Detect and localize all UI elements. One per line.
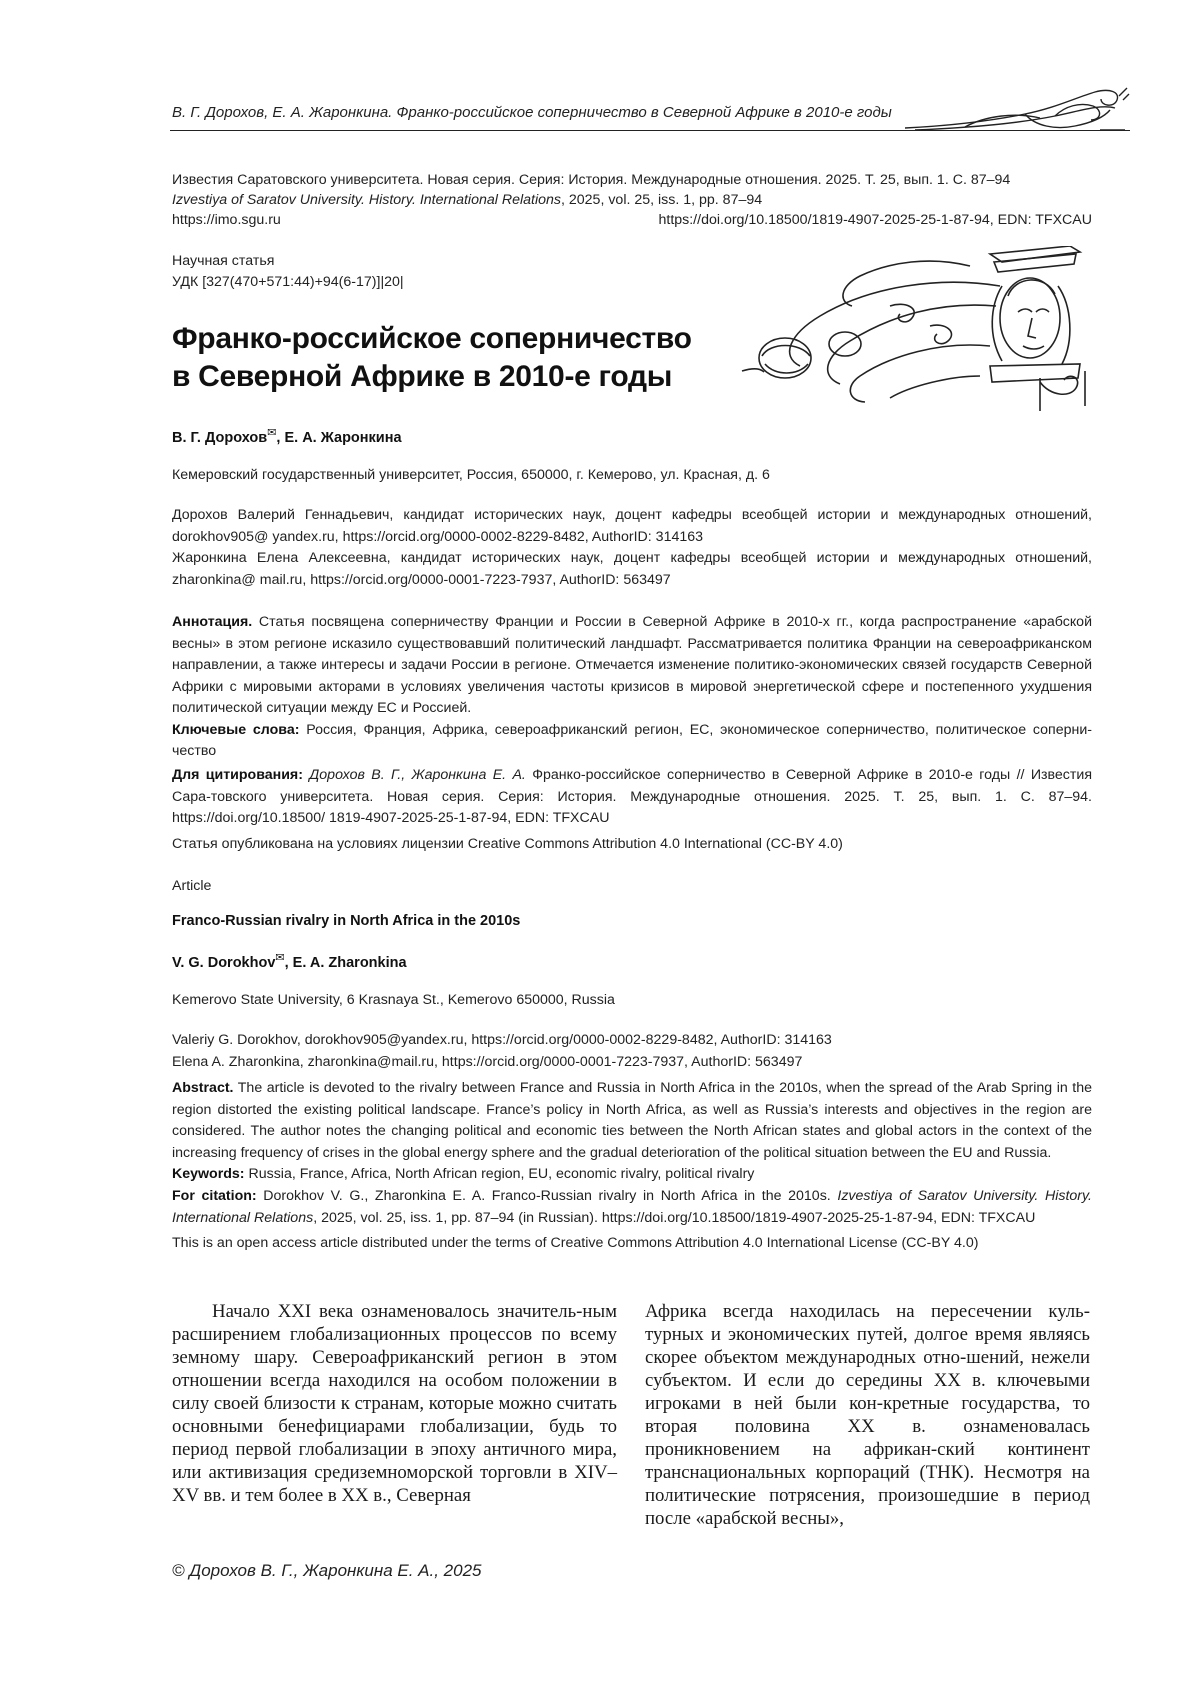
citation-en [172, 1186, 1092, 1229]
affiliation-en: Kemerovo State University, 6 Krasnaya St., Kemerovo 650000, Russia [172, 992, 615, 1008]
citation-en-journal: Izvestiya of Saratov University. History. International Relations [172, 1188, 1092, 1226]
body-column-right [645, 1300, 1090, 1530]
affiliation-ru: Кемеровский государственный университет, Россия, 650000, г. Кемерово, ул. Красная, д. 6 [172, 467, 770, 483]
body-paragraph-right: Африка всегда находилась на пересечении куль-турных и экономических путей, долгое время являясь скорее объектом международных отно-шений, нежели субъектом. И если до середины XX в. ключевыми игроками в ней были кон-кретные государства, то вторая половина XX в. ознаменовалась проникновением на африкан-ский континент транснациональных корпораций (ТНК). Несмотря на политические потрясения, произошедшие в период после «арабской весны», [645, 1301, 1090, 1529]
author-ru-2: , Е. А. Жаронкина [276, 429, 402, 446]
correspondence-icon: ✉ [267, 427, 277, 439]
body-column-left [172, 1300, 617, 1507]
author-info-en-2: Elena A. Zharonkina, zharonkina@mail.ru, https://orcid.org/0000-0001-7223-7937, AuthorID: 563497 [172, 1053, 803, 1070]
keywords-en-text: Russia, France, Africa, North African region, EU, economic rivalry, political rivalry [244, 1166, 755, 1182]
author-info-en-1: Valeriy G. Dorokhov, dorokhov905@yandex.ru, https://orcid.org/0000-0002-8229-8482, AuthorID: 314163 [172, 1032, 832, 1048]
citation-en-label: For citation: [172, 1188, 257, 1204]
authors-en [172, 951, 407, 971]
journal-issue-en: , 2025, vol. 25, iss. 1, pp. 87–94 [561, 192, 763, 208]
license-ru: Статья опубликована на условиях лицензии Creative Commons Attribution 4.0 International (CC-BY 4.0) [172, 836, 843, 852]
citation-en-rest: , 2025, vol. 25, iss. 1, pp. 87–94 (in Russian). https://doi.org/10.18500/1819-4907-2025-25-1-87-94, EDN: TFXCAU [313, 1209, 1036, 1226]
authors-ru [172, 426, 402, 446]
abstract-text: The article is devoted to the rivalry between France and Russia in North Africa in the 2010s, when the spread of the Arab Spring in the region distorted the existing political landscape. France’s policy in North Africa, as well as Russia’s interests and objectives in the region are considered. The author notes the changing political and economic ties between the North African states and global actors in the context of the increasing frequency of crises in the global energy sphere and the gradual deterioration of the political situation between the EU and Russia. [172, 1080, 1092, 1161]
keywords-ru-text: Россия, Франция, Африка, североафриканский регион, ЕС, экономическое соперничество, политическое соперни-чество [172, 721, 1092, 759]
abstract-en [172, 1078, 1092, 1186]
doi-link[interactable]: https://doi.org/10.18500/1819-4907-2025-25-1-87-94, EDN: TFXCAU [658, 212, 1092, 228]
running-header: В. Г. Дорохов, Е. А. Жаронкина. Франко-российское соперничество в Северной Африке в 2010-е годы [172, 104, 892, 121]
author-info-ru-1: Дорохов Валерий Геннадьевич, кандидат исторических наук, доцент кафедры всеобщей истории и международных отношений, dorokhov905@ yandex.ru, https://orcid.org/0000-0002-8229-8482, AuthorID: 314163 [172, 507, 1092, 545]
author-ru-1: В. Г. Дорохов [172, 429, 268, 446]
annotation-text: Статья посвящена соперничеству Франции и России в Северной Африке в 2010-х гг., когда распространение «арабской весны» в этом регионе исказило существовавший политический ландшафт. Рассматривается политика Франции на североафриканском направлении, а также интересы и задачи России в регионе. Отмечается изменение политико-экономических связей государств Северной Африки с мировыми акторами в условиях увеличения частоты кризисов в мировой энергетической сфере и постепенного ухудшения политической ситуации между ЕС и Россией. [172, 614, 1092, 716]
citation-ru-text: Франко-российское соперничество в Северной Африке в 2010-е годы // Известия Сара-товского университета. Новая серия. Серия: История. Международные отношения. 2025. Т. 25, вып. 1. С. 87–94. https://doi.org/10.18500/ 1819-4907-2025-25-1-87-94, EDN: TFXCAU [172, 767, 1092, 826]
article-type-en: Article [172, 878, 212, 894]
udk: УДК [327(470+571:44)+94(6-17)]|20| [172, 274, 404, 290]
author-info-ru [172, 505, 1092, 591]
journal-meta [172, 170, 1092, 230]
citation-en-authors: Dorokhov V. G., Zharonkina E. A. Franco-Russian rivalry in North Africa in the 2010s. [256, 1188, 838, 1204]
license-en: This is an open access article distributed under the terms of Creative Commons Attribution 4.0 International License (CC-BY 4.0) [172, 1235, 979, 1251]
title-line-2: в Северной Африке в 2010-е годы [172, 360, 673, 393]
author-en-1: V. G. Dorokhov [172, 954, 276, 971]
title-en: Franco-Russian rivalry in North Africa in the 2010s [172, 913, 521, 929]
citation-ru-label: Для цитирования: [172, 767, 303, 783]
journal-name-en: Izvestiya of Saratov University. History. International Relations [172, 192, 561, 208]
caryatid-illustration [740, 246, 1090, 416]
citation-ru [172, 765, 1092, 830]
abstract-label: Abstract. [172, 1080, 234, 1096]
citation-ru-authors: Дорохов В. Г., Жаронкина Е. А. [302, 767, 526, 783]
header-ornament-icon [905, 86, 1130, 136]
author-info-ru-2: Жаронкина Елена Алексеевна, кандидат исторических наук, доцент кафедры всеобщей истории и международных отношений, zharonkina@ mail.ru, https://orcid.org/0000-0001-7223-7937, AuthorID: 563497 [172, 550, 1092, 588]
journal-site-link[interactable]: https://imo.sgu.ru [172, 212, 281, 228]
keywords-en-label: Keywords: [172, 1166, 245, 1182]
keywords-ru-label: Ключевые слова: [172, 721, 300, 738]
title-line-1: Франко-российское соперничество [172, 322, 692, 355]
journal-line-ru: Известия Саратовского университета. Новая серия. Серия: История. Международные отношения. 2025. Т. 25, вып. 1. С. 87–94 [172, 172, 1011, 188]
body-paragraph-left: Начало XXI века ознаменовалось значитель-ным расширением глобализационных процессов по всему земному шару. Североафриканский регион в этом отношении всегда находился на особом положении в силу своей близости к странам, которые можно считать основными бенефициарами глобализации, будь то период первой глобализации в эпоху античного мира, или активизация средиземноморской торговли в XIV–XV вв. и тем более в XX в., Северная [172, 1301, 617, 1506]
article-type-ru: Научная статья [172, 253, 275, 269]
page-title [172, 320, 692, 396]
annotation-ru [172, 612, 1092, 763]
copyright: © Дорохов В. Г., Жаронкина Е. А., 2025 [172, 1561, 482, 1580]
correspondence-en-icon: ✉ [275, 952, 285, 964]
annotation-label: Аннотация. [172, 614, 253, 630]
author-info-en [172, 1030, 1092, 1073]
author-en-2: , E. A. Zharonkina [284, 954, 407, 971]
journal-line-en [172, 190, 1092, 210]
